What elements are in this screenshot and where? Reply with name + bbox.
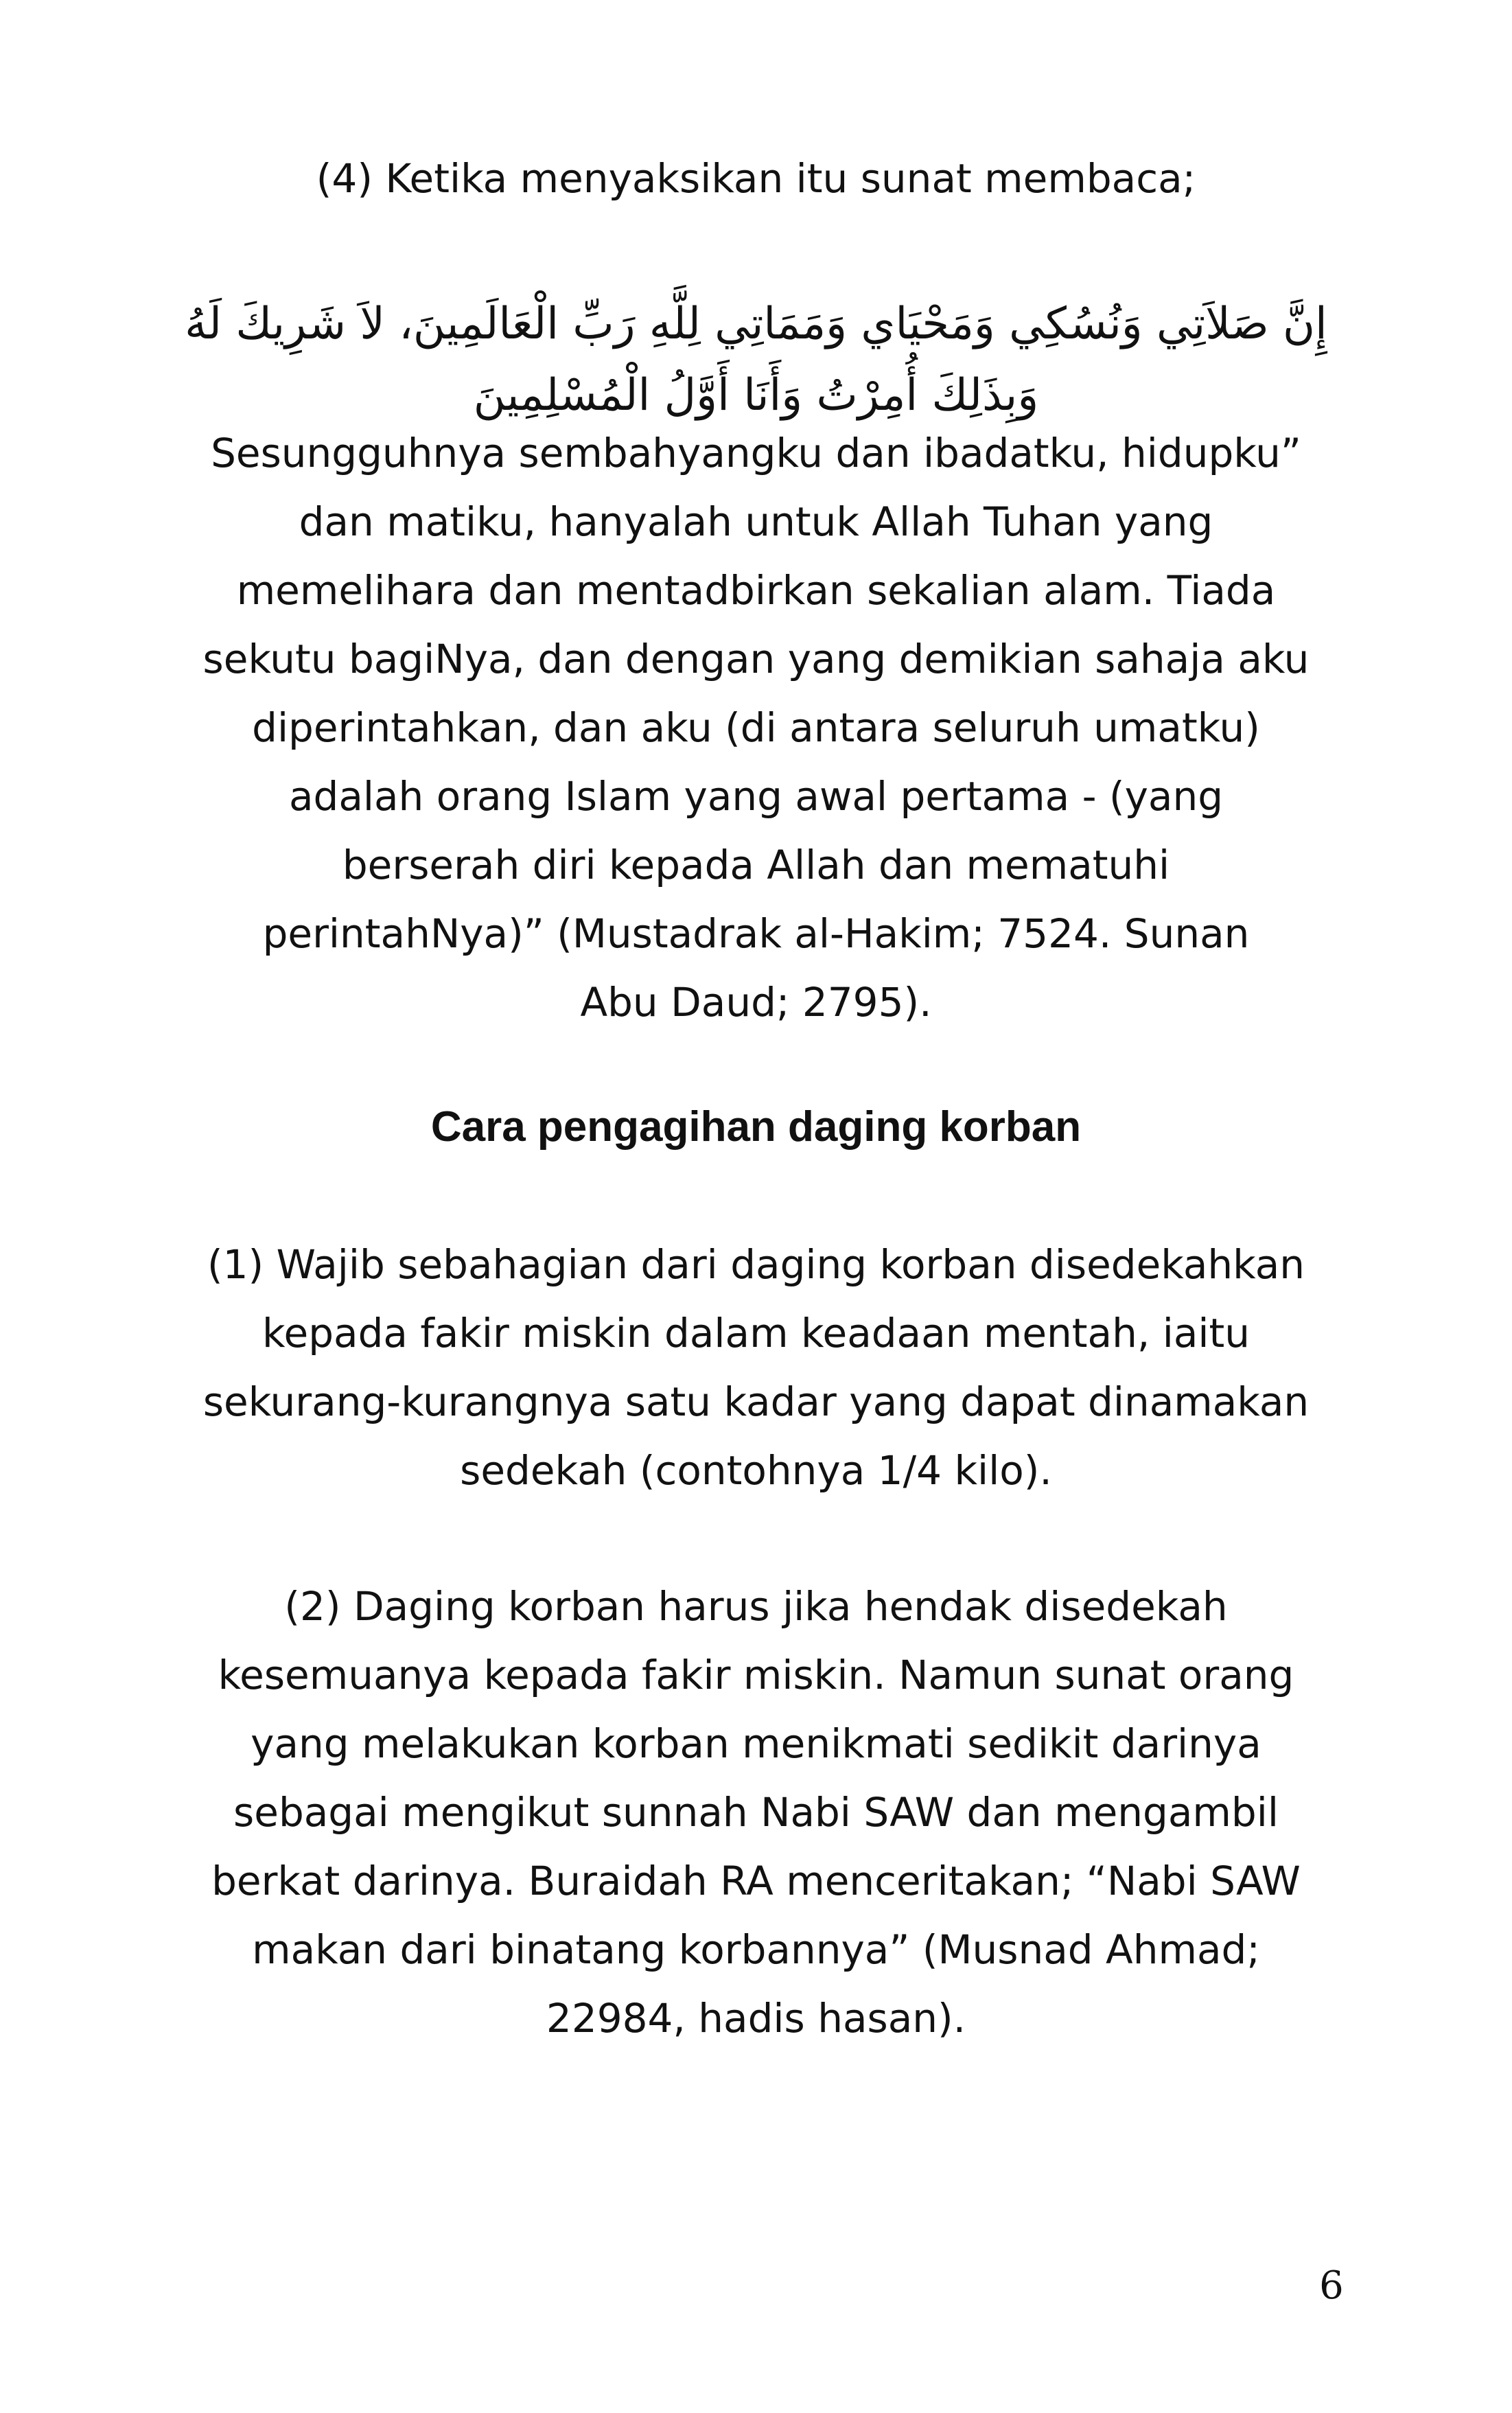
prayer-translation: Sesungguhnya sembahyangku dan ibadatku, hidupku” dan matiku, hanyalah untuk Allah Tuhan yang memelihara dan mentadbirkan sekalian alam. Tiada sekutu bagiNya, dan dengan yang demikian sahaja aku diperintahkan, dan aku (di antara seluruh umatku) adalah orang Islam yang awal pertama - (yang berserah diri kepada Allah dan mematuhi perintahNya)” (Mustadrak al-Hakim; 7524. Sunan Abu Daud; 2795).: [202, 430, 1310, 1026]
distribution-point-2: (2) Daging korban harus jika hendak disedekah kesemuanya kepada fakir miskin. Namun sunat orang yang melakukan korban menikmati sedikit darinya sebagai mengikut sunnah Nabi SAW dan mengambil berkat darinya. Buraidah RA menceritakan; “Nabi SAW makan dari binatang korbannya” (Musnad Ahmad; 22984, hadis hasan).: [211, 1583, 1301, 2042]
distribution-point-1: (1) Wajib sebahagian dari daging korban disedekahkan kepada fakir miskin dalam keadaan mentah, iaitu sekurang-kurangnya satu kadar yang dapat dinamakan sedekah (contohnya 1/4 kilo).: [202, 1241, 1310, 1494]
section-heading: Cara pengagihan daging korban: [430, 1103, 1082, 1151]
arabic-prayer: إِنَّ صَلاَتِي وَنُسُكِي وَمَحْيَاي وَمَمَاتِي لِلَّهِ رَبِّ الْعَالَمِينَ، لاَ شَرِيكَ لَهُ وَبِذَلِكَ أُمِرْتُ وَأَنَا أَوَّلُ الْمُسْلِمِينَ: [185, 299, 1327, 421]
intro-line: (4) Ketika menyaksikan itu sunat membaca;: [316, 155, 1196, 202]
page-number: 6: [1319, 2263, 1344, 2308]
